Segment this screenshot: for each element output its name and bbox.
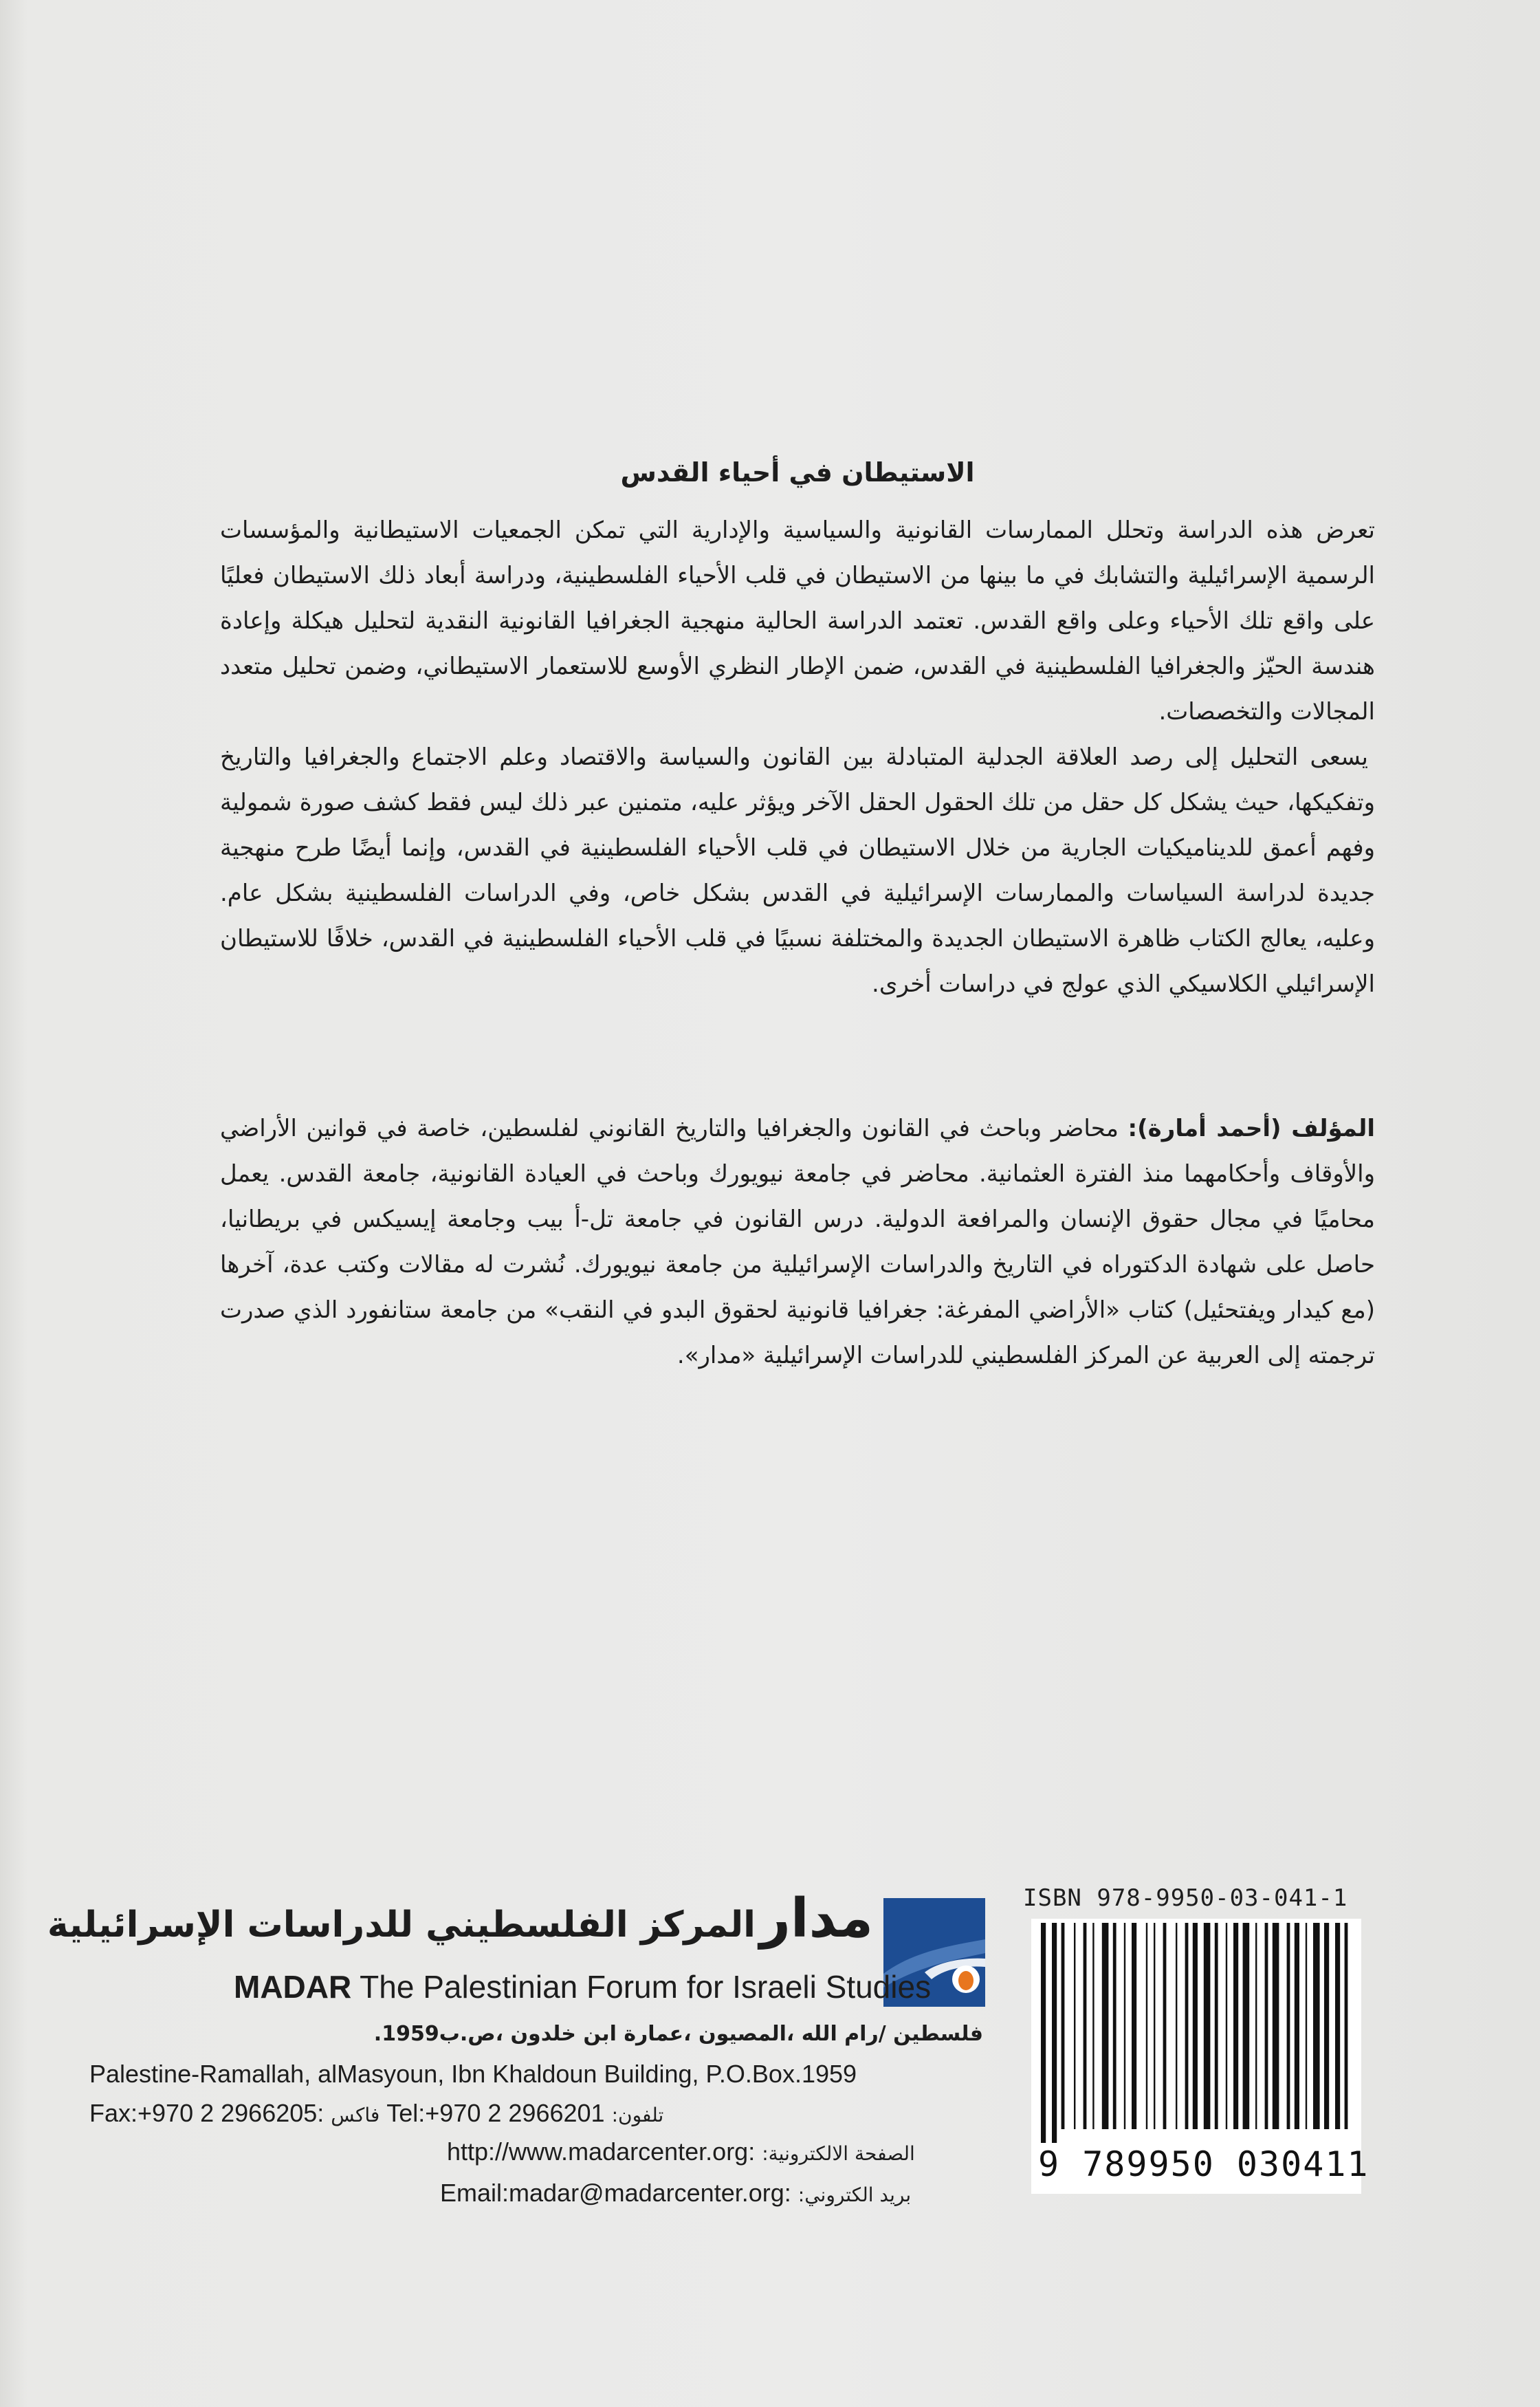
website-label: الصفحة الالكترونية: — [762, 2142, 915, 2165]
barcode-bar — [1243, 1923, 1250, 2129]
barcode-bar — [1193, 1923, 1198, 2129]
barcode-bar — [1084, 1923, 1087, 2129]
barcode-bar — [1062, 1923, 1065, 2129]
barcode-bar — [1154, 1923, 1155, 2129]
publisher-name-arabic — [47, 1888, 873, 1950]
barcode-bar — [1204, 1923, 1211, 2129]
barcode-bar — [1132, 1923, 1136, 2129]
author-bio-text: محاضر وباحث في القانون والجغرافيا والتاريخ القانوني لفلسطين، خاصة في قوانين الأراضي والأوقاف وأحكامهما منذ الفترة العثمانية. محاضر في جامعة نيويورك وباحث في العيادة القانونية، جامعة القدس. يعمل محاميًا في مجال حقوق الإنسان والمرافعة الدولية. درس القانون في جامعة تل-أ بيب وجامعة إيسيكس في بريطانيا، حاصل على شهادة الدكتوراه في التاريخ والدراسات الإسرائيلية من جامعة نيويورك. نُشرت له مقالات وكتب عدة، آخرها (مع كيدار ويفتحئيل) كتاب «الأراضي المفرغة: جغرافيا قانونية لحقوق البدو في النقب» من جامعة ستانفورد الذي صدرت ترجمته إلى العربية عن المركز الفلسطيني للدراسات الإسرائيلية «مدار». — [220, 1115, 1375, 1369]
isbn-label: ISBN 978-9950-03-041-1 — [1023, 1884, 1348, 1912]
barcode-bar — [1255, 1923, 1257, 2129]
barcode-bar — [1102, 1923, 1109, 2129]
address-english: Palestine-Ramallah, alMasyoun, Ibn Khaldoun Building, P.O.Box.1959 — [89, 2060, 857, 2088]
barcode-bar — [1146, 1923, 1147, 2129]
publisher-name-english — [234, 1968, 931, 2005]
barcode-bar — [1092, 1923, 1094, 2129]
barcode-bar — [1345, 1923, 1348, 2129]
tel-number: Tel:+970 2 2966201 — [386, 2099, 605, 2127]
fax-label: فاكس — [331, 2104, 380, 2126]
website-line — [447, 2137, 915, 2166]
barcode-bar — [1273, 1923, 1279, 2129]
barcode-bar — [1287, 1923, 1290, 2129]
barcode-bar — [1295, 1923, 1299, 2129]
publisher-full-name-arabic: المركز الفلسطيني للدراسات الإسرائيلية — [47, 1904, 756, 1946]
email-address[interactable]: Email:madar@madarcenter.org: — [440, 2179, 791, 2207]
publisher-logo-word-english: MADAR — [234, 1969, 352, 2005]
barcode-bar — [1185, 1923, 1189, 2129]
synopsis-paragraph: تعرض هذه الدراسة وتحلل الممارسات القانونية والسياسية والإدارية التي تمكن الجمعيات الاستيطانية والمؤسسات الرسمية الإسرائيلية والتشابك في ما بينها من الاستيطان في قلب الأحياء الفلسطينية، ودراسة أبعاد ذلك الاستيطان فعليًا على واقع تلك الأحياء وعلى واقع القدس. تعتمد الدراسة الحالية منهجية الجغرافيا القانونية النقدية لتحليل هيكلة وإعادة هندسة الحيّز والجغرافيا الفلسطينية في القدس، ضمن الإطار النظري الأوسع للاستعمار الاستيطاني، وضمن تحليل متعدد المجالات والتخصصات. — [220, 516, 1375, 726]
barcode-bar — [1041, 1923, 1046, 2143]
barcode-bar — [1176, 1923, 1177, 2129]
barcode-bar — [1306, 1923, 1307, 2129]
barcode-bar — [1335, 1923, 1340, 2129]
synopsis — [220, 508, 1375, 1007]
fax-number: Fax:+970 2 2966205: — [89, 2099, 324, 2127]
barcode-bar — [1313, 1923, 1320, 2129]
email-label: بريد الكتروني: — [798, 2183, 912, 2206]
fax-tel-line — [89, 2099, 663, 2128]
barcode-digits: 9 789950 030411 — [1038, 2144, 1370, 2184]
barcode-bar — [1124, 1923, 1125, 2129]
book-title: الاستيطان في أحياء القدس — [620, 457, 975, 488]
author-bio — [220, 1106, 1375, 1378]
barcode-bar — [1113, 1923, 1116, 2129]
barcode-bar — [1324, 1923, 1329, 2129]
publisher-full-name-english: The Palestinian Forum for Israeli Studies — [351, 1969, 932, 2005]
synopsis-paragraph: يسعى التحليل إلى رصد العلاقة الجدلية المتبادلة بين القانون والسياسة والاقتصاد وعلم الاجتماع والجغرافيا والتاريخ وتفكيكها، حيث يشكل كل حقل من تلك الحقول الحقل الآخر ويؤثر عليه، متمنين عبر ذلك ليس فقط كشف صورة شمولية وفهم أعمق للديناميكيات الجارية من خلال الاستيطان في قلب الأحياء الفلسطينية في القدس، وإنما أيضًا طرح منهجية جديدة لدراسة السياسات والممارسات الإسرائيلية في القدس بشكل خاص، وفي الدراسات الفلسطينية بشكل عام. وعليه، يعالج الكتاب ظاهرة الاستيطان الجديدة والمختلفة نسبيًا في قلب الأحياء الفلسطينية في القدس، خلافًا للاستيطان الإسرائيلي الكلاسيكي الذي عولج في دراسات أخرى. — [220, 743, 1375, 998]
author-name: المؤلف (أحمد أمارة): — [1128, 1115, 1375, 1142]
barcode-bar — [1265, 1923, 1268, 2129]
barcode-bar — [1233, 1923, 1238, 2129]
barcode-bar — [1163, 1923, 1167, 2129]
website-url[interactable]: http://www.madarcenter.org: — [447, 2137, 756, 2166]
barcode-bar — [1226, 1923, 1227, 2129]
email-line — [440, 2179, 911, 2208]
barcode-bars — [1031, 1919, 1361, 2146]
barcode-bar — [1215, 1923, 1218, 2129]
barcode-bar — [1052, 1923, 1057, 2143]
publisher-logo-word: مدار — [760, 1888, 873, 1950]
tel-label: تلفون: — [611, 2104, 664, 2126]
barcode-bar — [1074, 1923, 1075, 2129]
address-arabic: فلسطين /رام الله ،المصيون ،عمارة ابن خلدون ،ص.ب1959. — [373, 2022, 983, 2046]
